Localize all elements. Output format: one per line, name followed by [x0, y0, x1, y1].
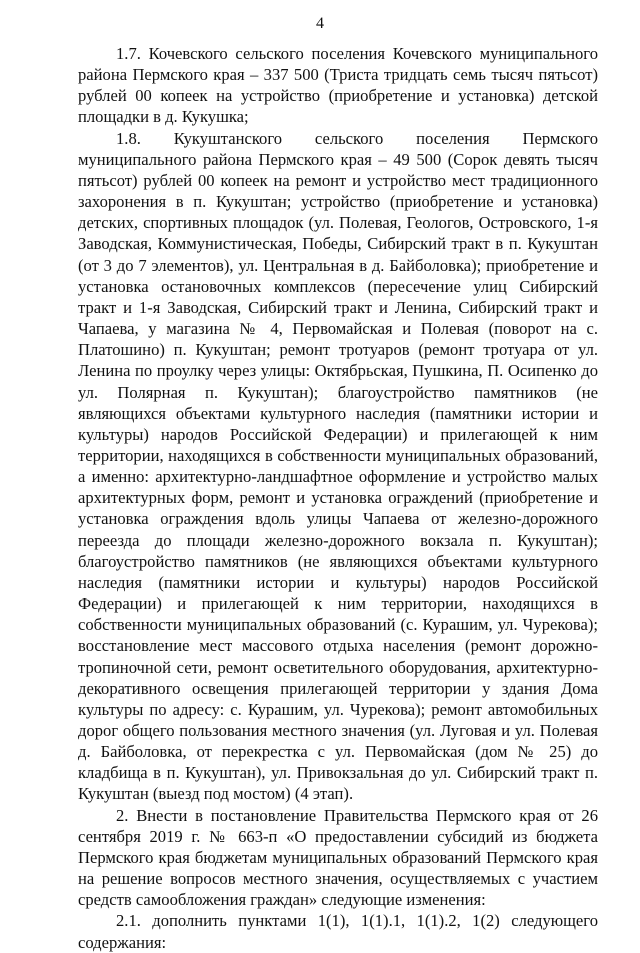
paragraph-item-2: 2. Внести в постановление Правительства Пермского края от 26 сентября 2019 г. № 663-п «О предоставлении субсидий из бюджета Пермского края бюджетам муниципальных образований Пермского края на решение вопросов местного значения, осуществляемых с участием средств самообложения граждан» следующие изменения: [78, 805, 598, 910]
paragraph-item-1-7: 1.7. Кочевского сельского поселения Кочевского муниципального района Пермского края – 337 500 (Триста тридцать семь тысяч пятьсот) рублей 00 копеек на устройство (приобретение и установка) детской площадки в д. Кукушка; [78, 44, 598, 127]
document-body [78, 43, 598, 953]
paragraph-item-1-8: 1.8. Кукуштанского сельского поселения Пермского муниципального района Пермского края – 49 500 (Сорок девять тысяч пятьсот) рублей 00 копеек на ремонт и устройство мест традиционного захоронения в п. Кукуштан; устройство (приобретение и установка) детских, спортивных площадок (ул. Полевая, Геологов, Островского, 1-я Заводская, Коммунистическая, Победы, Сибирский тракт в п. Кукуштан (от 3 до 7 элементов), ул. Центральная в д. Байболовка); приобретение и установка остановочных комплексов (пересечение улиц Сибирский тракт и 1-я Заводская, Сибирский тракт и Ленина, Сибирский тракт и Чапаева, у магазина № 4, Первомайская и Полевая (поворот на с. Платошино) п. Кукуштан; ремонт тротуаров (ремонт тротуара от ул. Ленина по проулку через улицы: Октябрьская, Пушкина, П. Осипенко до ул. Полярная п. Кукуштан); благоустройство памятников (не являющихся объектами культурного наследия (памятники истории и культуры) народов Российской Федерации) и прилегающей к ним территории, находящихся в собственности муниципальных образований, а именно: архитектурно-ландшафтное оформление и устройство малых архитектурных форм, ремонт и установка ограждений (приобретение и установка ограждения вдоль улицы Чапаева от железно-дорожного переезда до площади железно-дорожного вокзала п. Кукуштан); благоустройство памятников (не являющихся объектами культурного наследия (памятники истории и культуры) народов Российской Федерации) и прилегающей к ним территории, находящихся в собственности муниципальных образований (с. Курашим, ул. Чурекова); восстановление мест массового отдыха населения (ремонт дорожно-тропиночной сети, ремонт осветительного оборудования, архитектурно-декоративного освещения прилегающей территории у здания Дома культуры по адресу: с. Курашим, ул. Чурекова); ремонт автомобильных дорог общего пользования местного значения (ул. Луговая и ул. Полевая д. Байболовка, от перекрестка с ул. Первомайская (дом № 25) до кладбища в п. Кукуштан), ул. Привокзальная до ул. Сибирский тракт п. Кукуштан (выезд под мостом) (4 этап). [78, 128, 598, 804]
page-number: 4 [316, 15, 324, 32]
paragraph-item-2-1: 2.1. дополнить пунктами 1(1), 1(1).1, 1(1).2, 1(2) следующего содержания: [78, 911, 598, 952]
